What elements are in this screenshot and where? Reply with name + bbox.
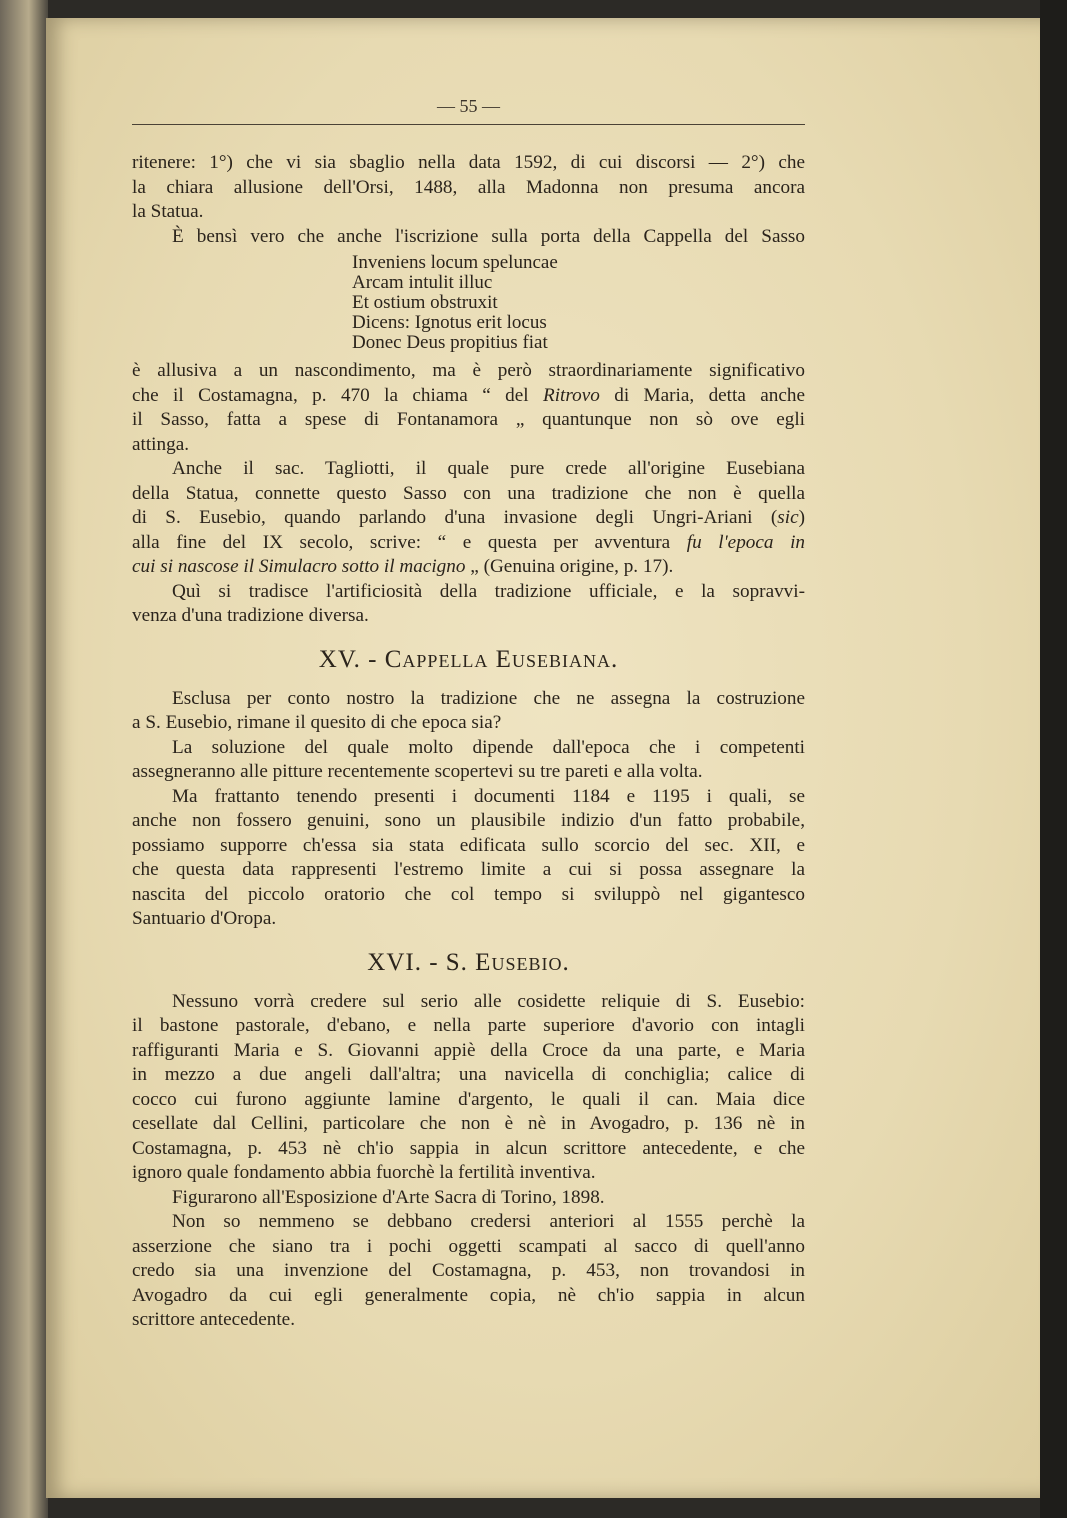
text-segment: Dicens: Ignotus erit locus <box>352 312 547 333</box>
italic-text: fu l'epoca in <box>686 531 805 553</box>
italic-text: cui si nascose il Simulacro sotto il macigno <box>132 556 466 577</box>
text-line <box>132 408 805 433</box>
page-number: — 55 — <box>437 96 500 116</box>
text-line <box>132 1210 805 1235</box>
text-line <box>132 907 805 932</box>
text-line <box>132 990 805 1015</box>
paragraph <box>132 225 805 250</box>
text-segment: possiamo supporre ch'essa sia stata edificata sullo scorcio del sec. XII, e <box>132 834 805 856</box>
paragraph <box>132 687 805 736</box>
text-line <box>132 604 805 629</box>
text-segment: Costamagna, p. 453 nè ch'io sappia in alcun scrittore antecedente, e che <box>132 1137 805 1159</box>
text-line <box>352 273 805 293</box>
paragraph <box>132 736 805 785</box>
text-segment: cesellate dal Cellini, particolare che non è nè in Avogadro, p. 136 nè in <box>132 1113 805 1134</box>
text-line <box>132 736 805 761</box>
text-segment: venza d'una tradizione diversa. <box>132 605 369 626</box>
text-segment: „ (Genuina origine, p. 17). <box>465 556 674 577</box>
text-segment: di Maria, detta anche <box>599 384 805 406</box>
text-segment: Anche il sac. Tagliotti, il quale pure crede all'origine Eusebiana <box>172 458 805 479</box>
text-line <box>352 293 805 313</box>
text-segment: Figurarono all'Esposizione d'Arte Sacra di Torino, 1898. <box>172 1186 605 1208</box>
section-heading <box>132 645 805 675</box>
paragraph <box>132 785 805 932</box>
text-line <box>132 711 805 736</box>
text-segment: Donec Deus propitius fiat <box>352 332 548 353</box>
text-line <box>132 1186 805 1211</box>
text-segment: che questa data rappresenti l'estremo limite a cui si possa assegnare la <box>132 859 805 880</box>
text-line <box>352 253 805 273</box>
text-line <box>132 687 805 712</box>
text-line <box>132 384 805 409</box>
paragraph <box>132 1210 805 1333</box>
text-segment: è allusiva a un nascondimento, ma è però straordinariamente significativo <box>132 360 805 381</box>
section-heading <box>132 948 805 978</box>
text-line <box>132 1137 805 1162</box>
text-column <box>132 151 805 1333</box>
text-line <box>132 433 805 458</box>
page-header <box>132 96 805 125</box>
text-segment: cocco cui furono aggiunte lamine d'argento, le quali il can. Maia dice <box>132 1088 805 1110</box>
text-segment: assegneranno alle pitture recentemente scopertevi su tre pareti e alla volta. <box>132 761 703 782</box>
text-line <box>132 1014 805 1039</box>
text-line <box>132 883 805 908</box>
paragraph <box>132 151 805 225</box>
text-segment: credo sia una invenzione del Costamagna, p. 453, non trovandosi in <box>132 1260 805 1281</box>
italic-text: sic <box>777 507 799 528</box>
section-title: Cappella Eusebiana. <box>384 645 619 673</box>
text-segment: Et ostium obstruxit <box>352 292 498 313</box>
text-segment: È bensì vero che anche l'iscrizione sulla porta della Cappella del Sasso <box>172 225 805 247</box>
text-segment: Quì si tradisce l'artificiosità della tradizione ufficiale, e la sopravvi- <box>172 580 805 602</box>
text-segment: della Statua, connette questo Sasso con una tradizione che non è quella <box>132 482 805 504</box>
text-segment: La soluzione del quale molto dipende dall'epoca che i competenti <box>172 736 805 758</box>
left-page-edge <box>0 0 48 1518</box>
paragraph <box>132 990 805 1186</box>
text-line <box>132 1284 805 1309</box>
text-line <box>132 1112 805 1137</box>
text-line <box>352 313 805 333</box>
text-segment: di S. Eusebio, quando parlando d'una invasione degli Ungri-Ariani ( <box>132 507 778 528</box>
text-line <box>132 359 805 384</box>
italic-text: Ritrovo <box>542 384 600 406</box>
text-line <box>132 1308 805 1333</box>
text-segment: Inveniens locum speluncae <box>352 252 558 273</box>
text-segment: ignoro quale fondamento abbia fuorchè la fertilità inventiva. <box>132 1162 596 1183</box>
text-line <box>132 858 805 883</box>
text-segment: Non so nemmeno se debbano credersi anteriori al 1555 perchè la <box>172 1211 805 1232</box>
text-line <box>132 580 805 605</box>
text-line <box>132 1063 805 1088</box>
text-segment: la Statua. <box>132 201 204 222</box>
text-line <box>132 785 805 810</box>
text-segment: asserzione che siano tra i pochi oggetti scampati al sacco di quell'anno <box>132 1235 805 1257</box>
text-line <box>132 482 805 507</box>
text-line <box>132 151 805 176</box>
text-segment: Esclusa per conto nostro la tradizione che ne assegna la costruzione <box>172 687 805 709</box>
text-segment: raffiguranti Maria e S. Giovanni appiè della Croce da una parte, e Maria <box>132 1039 805 1061</box>
text-segment: Santuario d'Oropa. <box>132 908 277 929</box>
text-segment: anche non fossero genuini, sono un plausibile indizio d'un fatto probabile, <box>132 810 805 831</box>
text-segment: Ma frattanto tenendo presenti i documenti 1184 e 1195 i quali, se <box>172 785 805 807</box>
section-number: XV. - <box>318 645 385 673</box>
text-segment: ) <box>798 507 805 528</box>
text-segment: che il Costamagna, p. 470 la chiama “ del <box>132 384 543 406</box>
text-line <box>132 531 805 556</box>
text-segment: alla fine del IX secolo, scrive: “ e questa per avventura <box>132 531 687 553</box>
text-line <box>132 506 805 531</box>
text-segment: nascita del piccolo oratorio che col tempo si sviluppò nel gigantesco <box>132 883 805 905</box>
text-segment: il bastone pastorale, d'ebano, e nella parte superiore d'avorio con intagli <box>132 1015 805 1036</box>
text-segment: il Sasso, fatta a spese di Fontanamora „ quantunque non sò ove egli <box>132 409 805 430</box>
text-segment: a S. Eusebio, rimane il quesito di che epoca sia? <box>132 712 502 733</box>
section-number: XVI. - <box>367 948 446 976</box>
text-line <box>132 760 805 785</box>
text-segment: attinga. <box>132 433 190 455</box>
text-line <box>132 1259 805 1284</box>
text-line <box>132 1088 805 1113</box>
scan-background <box>1040 0 1067 1518</box>
text-line <box>132 176 805 201</box>
text-segment: la chiara allusione dell'Orsi, 1488, alla Madonna non presuma ancora <box>132 176 805 198</box>
text-line <box>132 225 805 250</box>
text-segment: Nessuno vorrà credere sul serio alle cosidette reliquie di S. Eusebio: <box>172 990 805 1012</box>
paragraph <box>132 1186 805 1211</box>
text-line <box>132 555 805 580</box>
text-line <box>352 333 805 353</box>
text-line <box>132 1039 805 1064</box>
section-title: S. Eusebio. <box>445 948 570 976</box>
text-line <box>132 1235 805 1260</box>
text-line <box>132 834 805 859</box>
text-segment: scrittore antecedente. <box>132 1309 296 1330</box>
text-segment: Arcam intulit illuc <box>352 272 493 293</box>
inscription-verse <box>132 253 805 353</box>
paragraph <box>132 359 805 457</box>
text-line <box>132 457 805 482</box>
text-segment: Avogadro da cui egli generalmente copia, nè ch'io sappia in alcun <box>132 1284 805 1306</box>
text-line <box>132 809 805 834</box>
text-segment: ritenere: 1°) che vi sia sbaglio nella data 1592, di cui discorsi — 2°) che <box>132 152 805 173</box>
text-line <box>132 1161 805 1186</box>
paragraph <box>132 457 805 580</box>
text-line <box>132 200 805 225</box>
text-segment: in mezzo a due angeli dall'altra; una navicella di conchiglia; calice di <box>132 1064 805 1085</box>
paragraph <box>132 580 805 629</box>
